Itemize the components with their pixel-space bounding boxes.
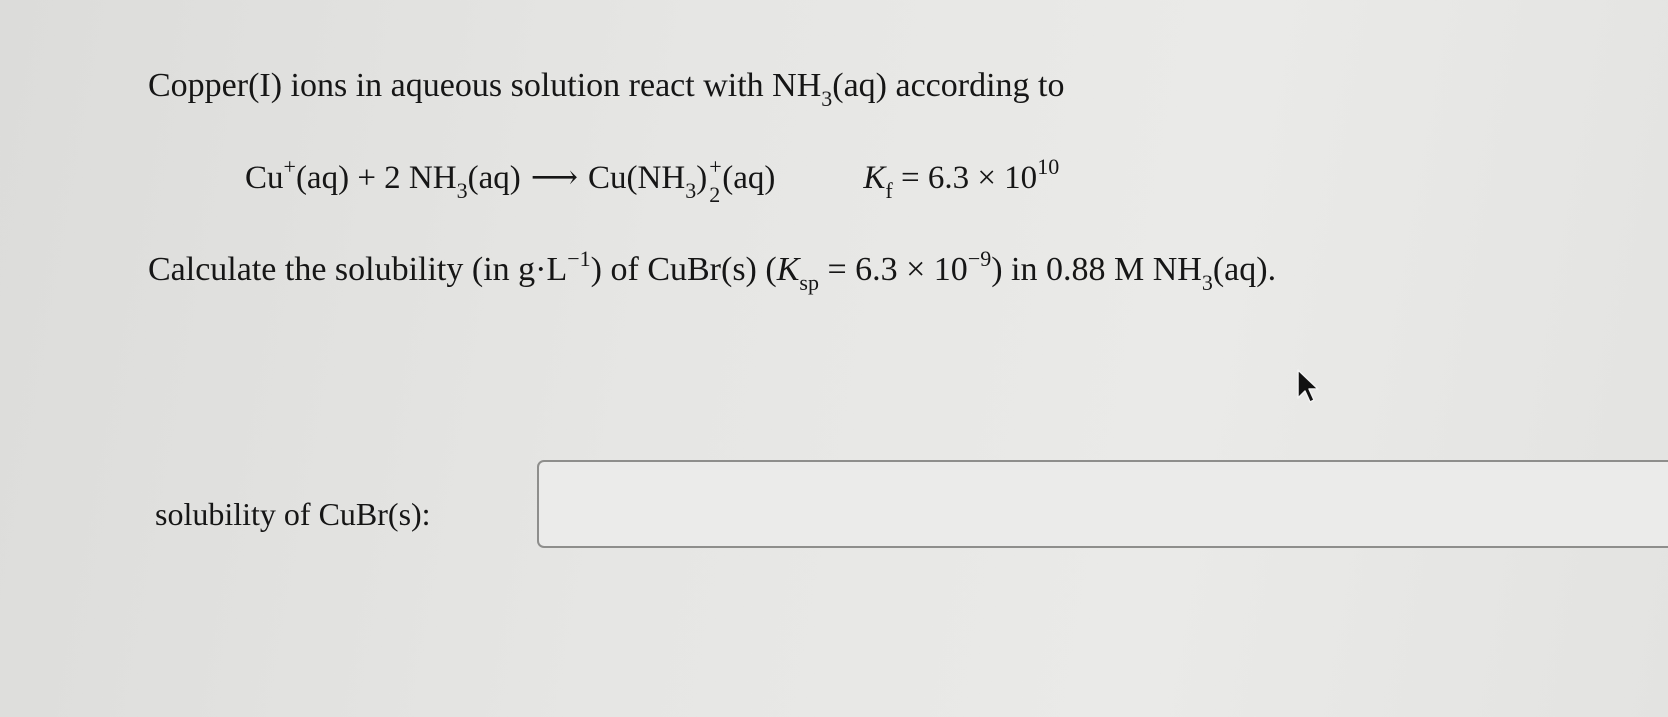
eq-k-value: = 6.3 × 10 (892, 160, 1038, 196)
eq-nh3-state: (aq) (467, 160, 521, 196)
eq-complex-open: Cu(NH (588, 160, 686, 196)
eq-nh3-subscript: 3 (456, 178, 468, 203)
intro-text-end: (aq) according to (832, 67, 1065, 104)
reaction-equation (245, 154, 1060, 207)
eq-complex-count: 2 (709, 182, 721, 207)
eq-cu-state: (aq) + 2 NH (295, 160, 457, 196)
eq-cu-charge: + (283, 154, 296, 179)
eq-k-symbol: K (863, 160, 886, 196)
mouse-pointer-icon (1296, 368, 1320, 404)
prompt-ksp-subscript: sp (799, 270, 819, 295)
solubility-answer-input[interactable] (537, 460, 1668, 548)
intro-text: Copper(I) ions in aqueous solution react with NH (148, 67, 822, 104)
eq-k-subscript: f (885, 178, 893, 203)
prompt-text-1: Calculate the solubility (in g·L (148, 251, 568, 288)
intro-subscript: 3 (821, 86, 833, 111)
prompt-ksp-symbol: K (776, 251, 800, 288)
prompt-text-4: ) in 0.88 M NH (991, 251, 1202, 288)
prompt-text-3: = 6.3 × 10 (818, 251, 968, 288)
prompt-unit-exponent: −1 (567, 246, 591, 271)
reaction-arrow: ⟶ (530, 160, 579, 196)
eq-complex-stack (708, 154, 722, 207)
answer-label: solubility of CuBr(s): (155, 496, 431, 532)
prompt-text-2: ) of CuBr(s) ( (590, 251, 777, 288)
eq-cu: Cu (245, 160, 284, 196)
eq-k-exponent: 10 (1037, 154, 1060, 179)
eq-complex-charge: + (709, 154, 722, 179)
question-intro (148, 66, 1065, 111)
prompt-ksp-exponent: −9 (967, 246, 992, 271)
eq-complex-subscript: 3 (685, 178, 697, 203)
prompt-text-5: (aq). (1212, 251, 1277, 288)
eq-complex-close: ) (696, 160, 708, 196)
question-prompt (148, 246, 1277, 295)
eq-complex-state: (aq) (722, 160, 776, 196)
prompt-nh3-subscript: 3 (1201, 270, 1213, 295)
